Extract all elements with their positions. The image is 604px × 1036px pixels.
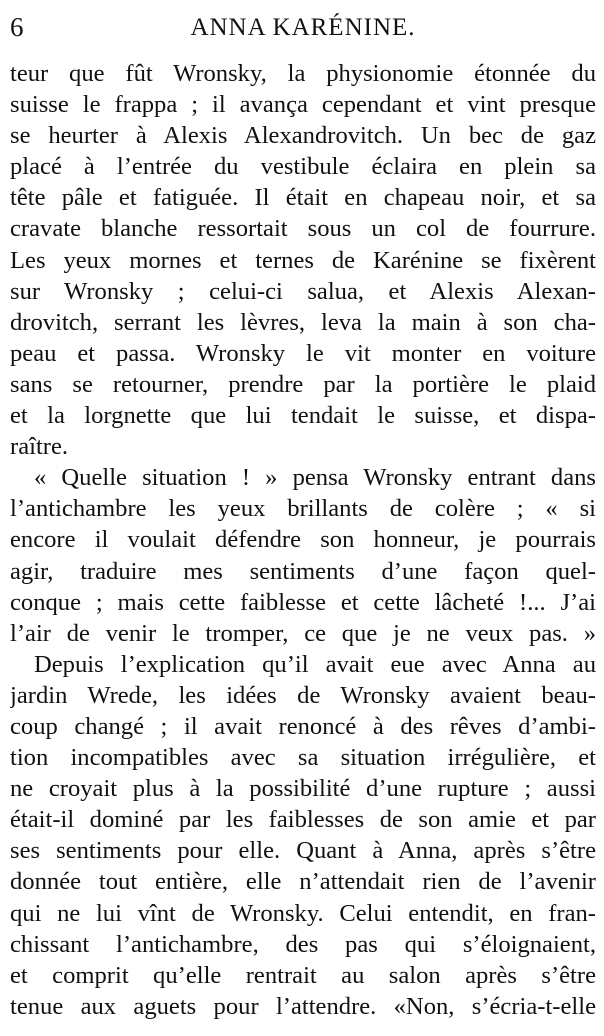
text-line: sur Wronsky ; celui-ci salua, et Alexis Alexan- (10, 277, 596, 305)
text-line: et comprit qu’elle rentrait au salon après s’être (10, 961, 596, 989)
text-line: agir, traduire mes sentiments d’une façon quel- (10, 557, 596, 585)
text-line: Depuis l’explication qu’il avait eue avec Anna au (34, 650, 596, 678)
text-line: qui ne lui vînt de Wronsky. Celui entendit, en fran- (10, 899, 596, 927)
text-line: chissant l’antichambre, des pas qui s’éloignaient, (10, 930, 596, 958)
text-line: placé à l’entrée du vestibule éclaira en plein sa (10, 153, 596, 181)
book-title: ANNA KARÉNINE. (190, 14, 416, 41)
text-line: l’air de venir le tromper, ce que je ne veux pas. » (10, 619, 596, 647)
running-head (10, 6, 596, 58)
body-text (10, 58, 596, 1022)
text-line: « Quelle situation ! » pensa Wronsky entrant dans (34, 464, 596, 492)
text-line: ne croyait plus à la possibilité d’une rupture ; aussi (10, 775, 596, 803)
text-line: se heurter à Alexis Alexandrovitch. Un bec de gaz (10, 122, 596, 150)
text-line: suisse le frappa ; il avança cependant et vint presque (10, 91, 596, 119)
text-line: tion incompatibles avec sa situation irrégulière, et (10, 744, 596, 772)
text-line: sans se retourner, prendre par la portière le plaid (10, 370, 596, 398)
text-line: coup changé ; il avait renoncé à des rêves d’ambi- (10, 712, 596, 740)
text-line: ses sentiments pour elle. Quant à Anna, après s’être (10, 837, 596, 865)
text-line: l’antichambre les yeux brillants de colère ; « si (10, 495, 596, 523)
text-line: tête pâle et fatiguée. Il était en chapeau noir, et sa (10, 184, 596, 212)
text-line: Les yeux mornes et ternes de Karénine se fixèrent (10, 246, 596, 274)
text-line: tenue aux aguets pour l’attendre. «Non, s’écria-t-elle (10, 992, 596, 1020)
text-line: peau et passa. Wronsky le vit monter en voiture (10, 339, 596, 367)
text-line: donnée tout entière, elle n’attendait rien de l’avenir (10, 868, 596, 896)
text-line: cravate blanche ressortait sous un col de fourrure. (10, 215, 596, 243)
text-line: était-il dominé par les faiblesses de son amie et par (10, 806, 596, 834)
text-line: encore il voulait défendre son honneur, je pourrais (10, 526, 596, 554)
text-line: drovitch, serrant les lèvres, leva la main à son cha- (10, 308, 596, 336)
text-line: conque ; mais cette faiblesse et cette lâcheté !... J’ai (10, 588, 596, 616)
page-number: 6 (10, 12, 24, 42)
text-line: jardin Wrede, les idées de Wronsky avaient beau- (10, 681, 596, 709)
book-page (10, 6, 596, 1030)
text-line: teur que fût Wronsky, la physionomie étonnée du (10, 60, 596, 87)
text-line: raître. (10, 433, 69, 461)
text-line: et la lorgnette que lui tendait le suisse, et dispa- (10, 402, 596, 430)
